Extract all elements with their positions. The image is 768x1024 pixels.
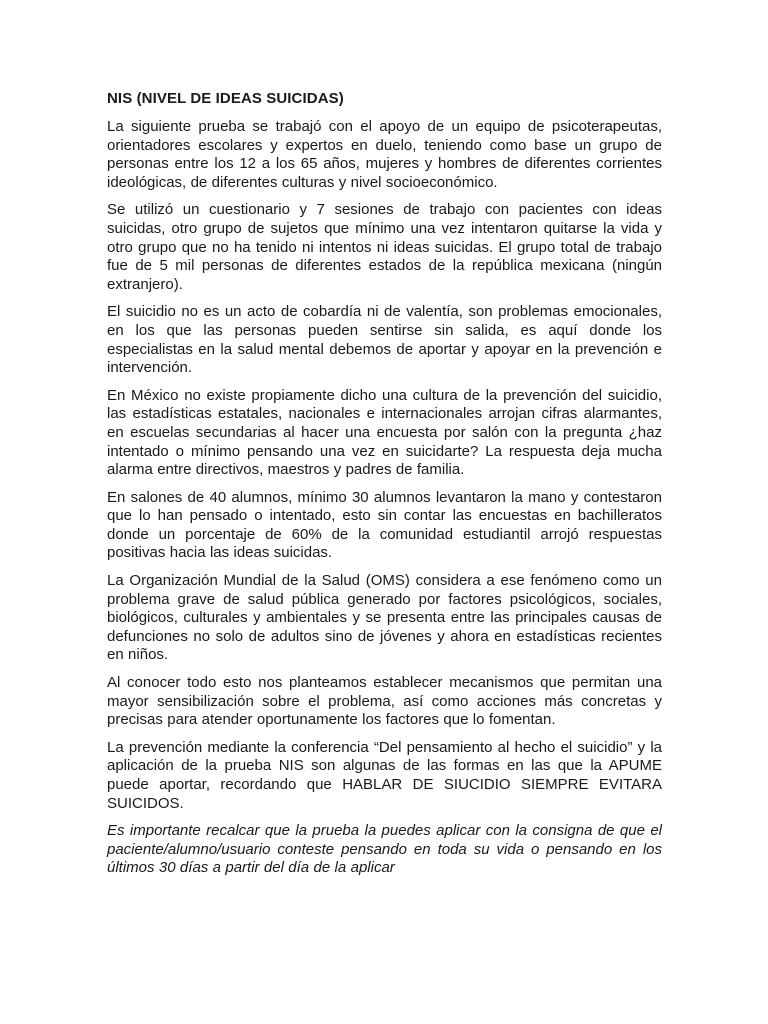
paragraph-methodology: Se utilizó un cuestionario y 7 sesiones de trabajo con pacientes con ideas suicidas, otro grupo de sujetos que mínimo una vez intentaron quitarse la vida y otro grupo que no ha tenido ni intentos ni ideas suicidas. El grupo total de trabajo fue de 5 mil personas de diferentes estados de la república mexicana (ningún extranjero).: [107, 201, 662, 293]
document-title: NIS (NIVEL DE IDEAS SUICIDAS): [107, 90, 344, 107]
paragraph-mexico-context: En México no existe propiamente dicho una cultura de la prevención del suicidio, las estadísticas estatales, nacionales e internacionales arrojan cifras alarmantes, en escuelas secundarias al hacer una encuesta por salón con la pregunta ¿haz intentado o mínimo pensando una vez en suicidarte? La respuesta deja mucha alarma entre directivos, maestros y padres de familia.: [107, 386, 662, 479]
paragraph-survey-results: En salones de 40 alumnos, mínimo 30 alumnos levantaron la mano y contestaron que lo han pensado o intentado, esto sin contar las encuestas en bachilleratos donde un porcentaje de 60% de la comunidad estudiantil arrojó respuestas positivas hacia las ideas suicidas.: [107, 488, 662, 562]
closing-note: Es importante recalcar que la prueba la puedes aplicar con la consigna de que el paciente/alumno/usuario conteste pensando en toda su vida o pensando en los últimos 30 días a partir del día de la aplicar: [107, 822, 662, 877]
document-body: [107, 89, 662, 887]
paragraph-intro: La siguiente prueba se trabajó con el apoyo de un equipo de psicoterapeutas, orientadores escolares y expertos en duelo, teniendo como base un grupo de personas entre los 12 a los 65 años, mujeres y hombres de diferentes corrientes ideológicas, de diferentes culturas y nivel socioeconómico.: [107, 118, 662, 191]
paragraph-oms: La Organización Mundial de la Salud (OMS) considera a ese fenómeno como un problema grave de salud pública generado por factores psicológicos, sociales, biológicos, culturales y ambientales y se presenta entre las principales causas de defunciones no solo de adultos sino de jóvenes y ahora en estadísticas recientes en niños.: [107, 572, 662, 664]
paragraph-suicide-definition: El suicidio no es un acto de cobardía ni de valentía, son problemas emocionales, en los que las personas pueden sentirse sin salida, es aquí donde los especialistas en la salud mental debemos de aportar y apoyar en la prevención e intervención.: [107, 303, 662, 377]
paragraph-prevention: La prevención mediante la conferencia “Del pensamiento al hecho el suicidio” y la aplicación de la prueba NIS son algunas de las formas en las que la APUME puede aportar, recordando que HABLAR DE SIUCIDIO SIEMPRE EVITARA SUICIDOS.: [107, 738, 662, 812]
paragraph-mechanisms: Al conocer todo esto nos planteamos establecer mecanismos que permitan una mayor sensibilización sobre el problema, así como acciones más concretas y precisas para atender oportunamente los factores que lo fomentan.: [107, 674, 662, 729]
